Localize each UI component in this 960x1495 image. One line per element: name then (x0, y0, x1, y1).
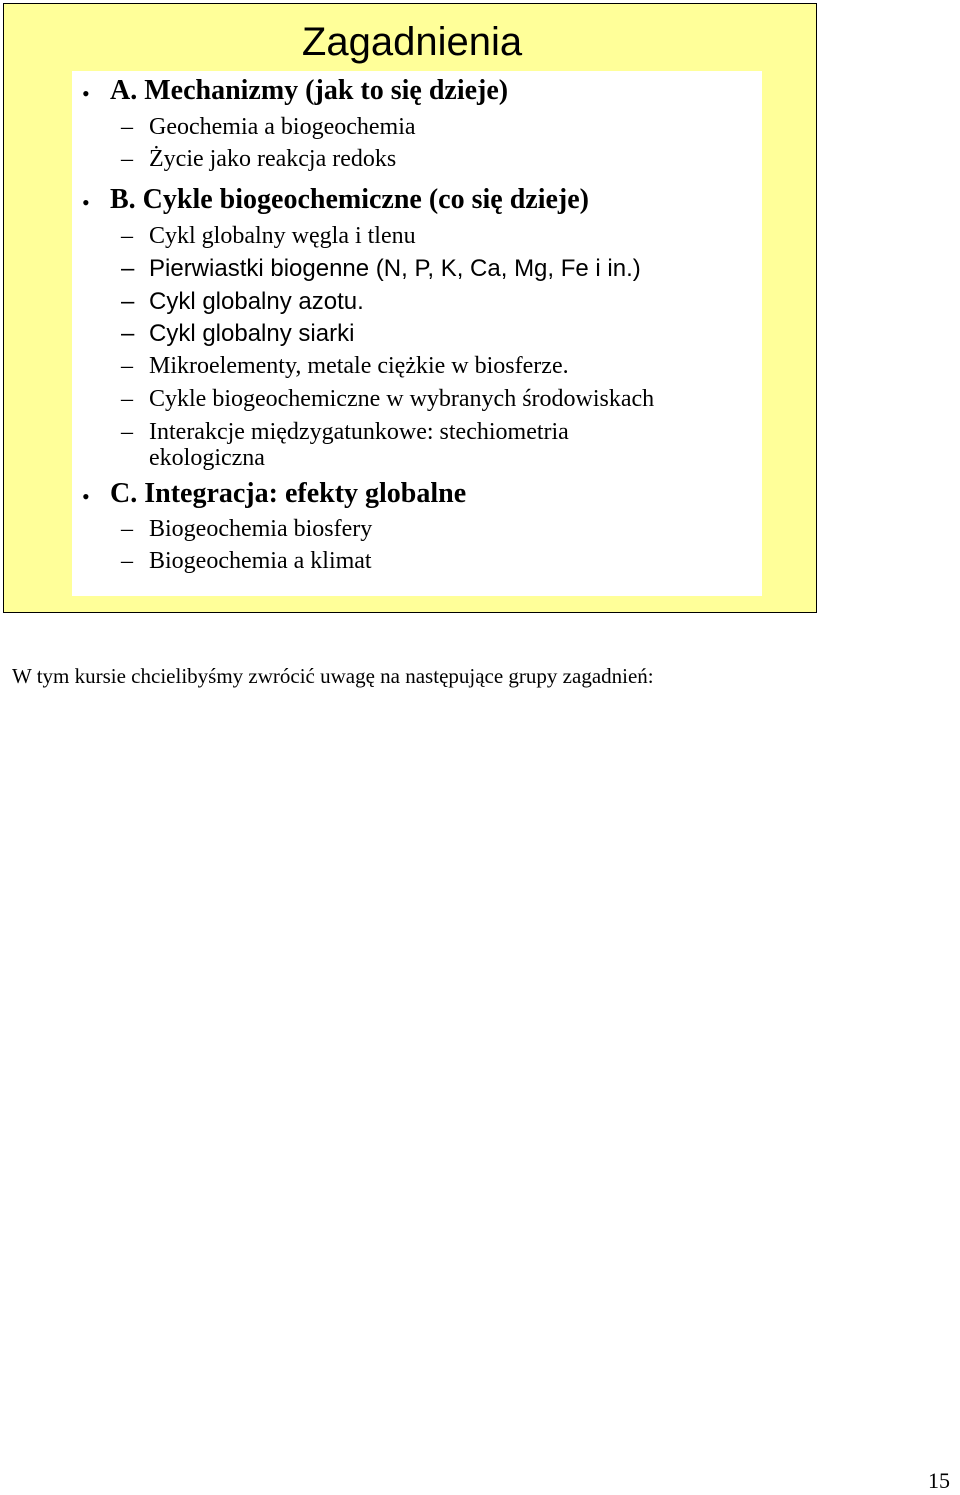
item-text: Cykle biogeochemiczne w wybranych środowiskach (149, 386, 655, 412)
bullet-icon: • (82, 190, 90, 215)
dash-icon: – (121, 255, 135, 282)
item-text: C. Integracja: efekty globalne (110, 478, 467, 509)
item-text: Biogeochemia biosfery (149, 516, 373, 542)
dash-icon: – (121, 223, 133, 249)
slide-frame (3, 3, 817, 613)
item-text: Cykl globalny węgla i tlenu (149, 223, 416, 249)
item-text: Cykl globalny azotu. (149, 288, 364, 315)
item-text: Biogeochemia a klimat (149, 548, 372, 574)
item-text: ekologiczna (149, 445, 265, 471)
item-text: Pierwiastki biogenne (N, P, K, Ca, Mg, Fe i in.) (149, 255, 641, 282)
item-text: Interakcje międzygatunkowe: stechiometria (149, 419, 569, 445)
dash-icon: – (121, 114, 133, 140)
item-text: B. Cykle biogeochemiczne (co się dzieje) (110, 184, 589, 215)
bullet-icon: • (82, 81, 90, 106)
item-text: A. Mechanizmy (jak to się dzieje) (110, 75, 509, 106)
slide-content (72, 71, 762, 596)
bullet-icon: • (82, 484, 90, 509)
caption-text: W tym kursie chcielibyśmy zwrócić uwagę na następujące grupy zagadnień: (12, 664, 654, 688)
dash-icon: – (121, 516, 133, 542)
item-text: Cykl globalny siarki (149, 320, 355, 347)
item-text: Geochemia a biogeochemia (149, 114, 416, 140)
dash-icon: – (121, 548, 133, 574)
dash-icon: – (121, 146, 133, 172)
dash-icon: – (121, 353, 133, 379)
page-number: 15 (928, 1468, 950, 1493)
dash-icon: – (121, 288, 135, 315)
slide-title: Zagadnienia (301, 20, 523, 64)
dash-icon: – (121, 386, 133, 412)
dash-icon: – (121, 419, 133, 445)
item-text: Mikroelementy, metale ciężkie w biosferze. (149, 353, 569, 379)
dash-icon: – (121, 320, 135, 347)
item-text: Życie jako reakcja redoks (149, 146, 397, 172)
